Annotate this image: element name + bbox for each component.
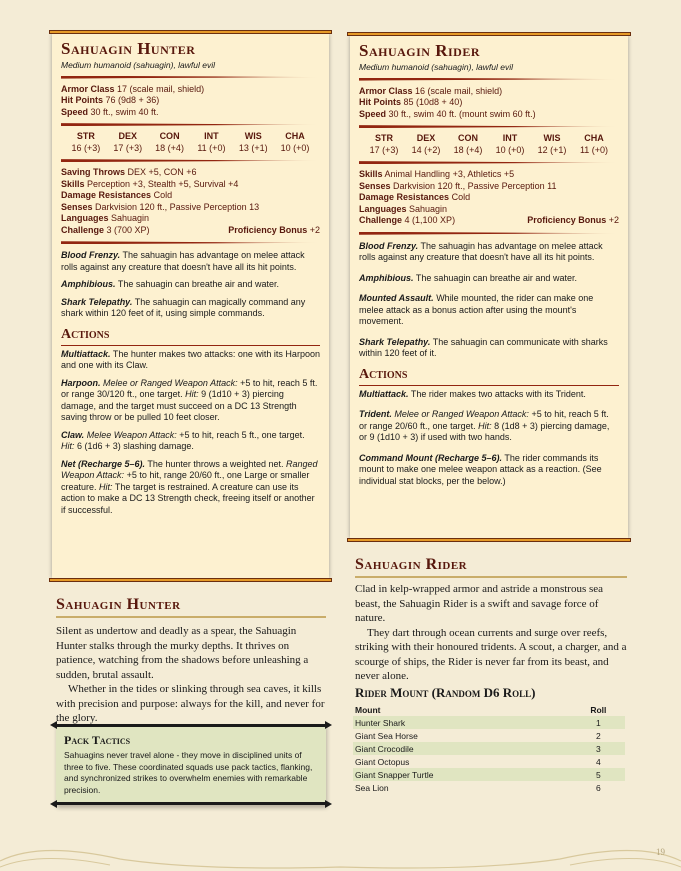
table-row: Hunter Shark 1 <box>353 716 625 729</box>
statblock-bottom-border <box>347 538 631 542</box>
statblock-name: Sahuagin Hunter <box>61 39 196 58</box>
action-harpoon: Harpoon. Melee or Ranged Weapon Attack: +5 to hit, reach 5 ft. or range 30/120 ft., one target. Hit: 9 (1d10 + 3) piercing damage, and the target must succeed on a DC 13 Strength saving throw or be pulled 10 feet closer. <box>61 377 318 423</box>
note-title: Pack Tactics <box>64 733 131 747</box>
armor-class: Armor Class 16 (scale mail, shield) <box>359 85 503 96</box>
skills: Skills Perception +3, Stealth +5, Survival +4 <box>61 178 239 189</box>
actions-heading: Actions <box>61 326 320 346</box>
paragraph: Whether in the tides or slinking through sea caves, it kills with precision and purpose: always for the kill, and never for the glory. <box>56 683 325 725</box>
languages: Languages Sahuagin <box>61 213 150 224</box>
ability-dex: DEX 17 (+3) <box>113 131 143 153</box>
ability-con: CON 18 (+4) <box>155 131 184 153</box>
hunter-lore-text <box>56 624 328 726</box>
trait: Blood Frenzy. The sahuagin has advantage on melee attack rolls against any creature that doesn't have all its hit points. <box>61 250 305 272</box>
table-header-row <box>353 704 625 716</box>
challenge-row: Challenge 3 (700 XP) Proficiency Bonus +2 <box>61 224 320 235</box>
armor-class: Armor Class 17 (scale mail, shield) <box>61 83 205 94</box>
divider <box>61 123 320 126</box>
hunter-section-title: Sahuagin Hunter <box>56 596 326 618</box>
table-row: Giant Snapper Turtle 5 <box>353 768 625 781</box>
ability-con: CON 18 (+4) <box>453 133 483 155</box>
divider <box>359 78 619 81</box>
hit-points: Hit Points 76 (9d8 + 36) <box>61 95 160 106</box>
actions-heading: Actions <box>359 366 619 386</box>
column-header-roll: Roll <box>590 705 607 715</box>
skills: Skills Animal Handling +3, Athletics +5 <box>359 169 515 180</box>
column-header-mount: Mount <box>355 705 381 715</box>
page-number: 19 <box>656 847 665 857</box>
ability-str: STR 16 (+3) <box>71 131 101 153</box>
saving-throws: Saving Throws DEX +5, CON +6 <box>61 167 197 178</box>
note-corner <box>325 800 332 808</box>
statblock-type: Medium humanoid (sahuagin), lawful evil <box>61 59 216 70</box>
trait: Shark Telepathy. The sahuagin can communicate with sharks within 120 feet of it. <box>359 336 608 359</box>
note-corner <box>325 721 332 729</box>
ability-wis: WIS 13 (+1) <box>238 131 268 153</box>
hit-points: Hit Points 85 (10d8 + 40) <box>359 97 463 108</box>
ability-cha: CHA 10 (+0) <box>280 131 310 153</box>
note-text: Sahuagins never travel alone - they move in disciplined units of three to five. These coordinated squads use pack tactics, flanking, and synchronized strikes to overwhelm enemies with remarkable precision. <box>64 750 313 795</box>
hunter-statblock <box>52 34 329 578</box>
table-row: Sea Lion 6 <box>355 782 601 793</box>
paragraph: Silent as undertow and deadly as a spear, the Sahuagin Hunter stalks through the murky depths. It thrives on patience, watching from the shadows before unleashing a sudden, brutal assault. <box>56 625 309 681</box>
damage-resistances: Damage Resistances Cold <box>61 190 173 201</box>
statblock-bottom-border <box>49 578 332 582</box>
mount-table <box>353 704 625 794</box>
ability-dex: DEX 14 (+2) <box>411 133 441 155</box>
divider <box>359 161 619 164</box>
pack-tactics-note <box>56 724 326 805</box>
mount-table-title: Rider Mount (Random D6 Roll) <box>355 685 536 700</box>
note-corner <box>50 721 57 729</box>
table-row: Giant Sea Horse 2 <box>355 730 601 741</box>
action-command-mount: Command Mount (Recharge 5–6). The rider commands its mount to make one melee weapon attack as a reaction. (See individual stat blocks, per the below.) <box>359 452 602 486</box>
statblock-name: Sahuagin Rider <box>359 41 480 60</box>
speed: Speed 30 ft., swim 40 ft. (mount swim 60 ft.) <box>359 108 536 119</box>
divider <box>359 125 619 128</box>
ability-wis: WIS 12 (+1) <box>537 133 567 155</box>
senses: Senses Darkvision 120 ft., Passive Perception 11 <box>359 180 557 191</box>
divider <box>61 241 320 244</box>
note-corner <box>50 800 57 808</box>
statblock-top-border <box>49 30 332 34</box>
languages: Languages Sahuagin <box>359 203 448 214</box>
statblock-type: Medium humanoid (sahuagin), lawful evil <box>359 61 514 72</box>
trait: Mounted Assault. While mounted, the rider can make one melee attack as a bonus action after using the mount's movement. <box>359 293 594 327</box>
action-claw: Claw. Melee Weapon Attack: +5 to hit, reach 5 ft., one target. Hit: 6 (1d6 + 3) slashing damage. <box>61 429 305 452</box>
paragraph: They dart through ocean currents and surge over reefs, striking with their honoured tridents. A scout, a charger, and a scourge of ships, the Rider is never far from its beast, and never alone. <box>355 626 627 683</box>
divider <box>61 159 320 162</box>
action-trident: Trident. Melee or Ranged Weapon Attack: +5 to hit, reach 5 ft. or range 20/60 ft., one target. Hit: 8 (1d8 + 3) piercing damage, or 9 (1d10 + 3) if used with two hands. <box>359 409 610 443</box>
trait: Blood Frenzy. The sahuagin has advantage on melee attack rolls against any creature that doesn't have all its hit points. <box>359 240 603 263</box>
action-net: Net (Recharge 5–6). The hunter throws a weighted net. Ranged Weapon Attack: +5 to hit, range 20/60 ft., one Large or smaller creature. Hit: The target is restrained. A creature can use its action to make a DC 13 Strength check, freeing itself or another if successful. <box>61 458 318 515</box>
divider <box>61 76 320 79</box>
action-multiattack: Multiattack. The hunter makes two attacks: one with its Harpoon and one with its Claw. <box>61 348 320 371</box>
table-row: Giant Crocodile 3 <box>353 742 625 755</box>
action-multiattack: Multiattack. The rider makes two attacks with its Trident. <box>359 388 586 399</box>
statblock-top-border <box>347 32 631 36</box>
footer-decoration <box>0 831 681 871</box>
ability-scores <box>359 133 619 156</box>
challenge-row: Challenge 4 (1,100 XP) Proficiency Bonus +2 <box>359 215 619 226</box>
divider <box>359 232 619 235</box>
table-row: Giant Octopus 4 <box>355 756 601 767</box>
ability-str: STR 17 (+3) <box>369 133 399 155</box>
ability-int: INT 10 (+0) <box>495 133 525 155</box>
rider-lore-text <box>355 582 627 684</box>
rider-section-title: Sahuagin Rider <box>355 556 627 578</box>
senses: Senses Darkvision 120 ft., Passive Perception 13 <box>61 201 260 212</box>
damage-resistances: Damage Resistances Cold <box>359 192 471 203</box>
ability-scores <box>61 131 320 154</box>
speed: Speed 30 ft., swim 40 ft. <box>61 106 159 117</box>
trait: Shark Telepathy. The sahuagin can magically command any shark within 120 feet of it, using simple commands. <box>61 296 306 319</box>
trait: Amphibious. The sahuagin can breathe air and water. <box>61 279 279 290</box>
ability-cha: CHA 11 (+0) <box>579 133 609 155</box>
trait: Amphibious. The sahuagin can breathe air and water. <box>359 272 577 283</box>
ability-int: INT 11 (+0) <box>197 131 226 153</box>
paragraph: Clad in kelp-wrapped armor and astride a monstrous sea beast, the Sahuagin Rider is a swift and savage force of nature. <box>355 583 604 625</box>
rider-statblock <box>350 36 628 538</box>
